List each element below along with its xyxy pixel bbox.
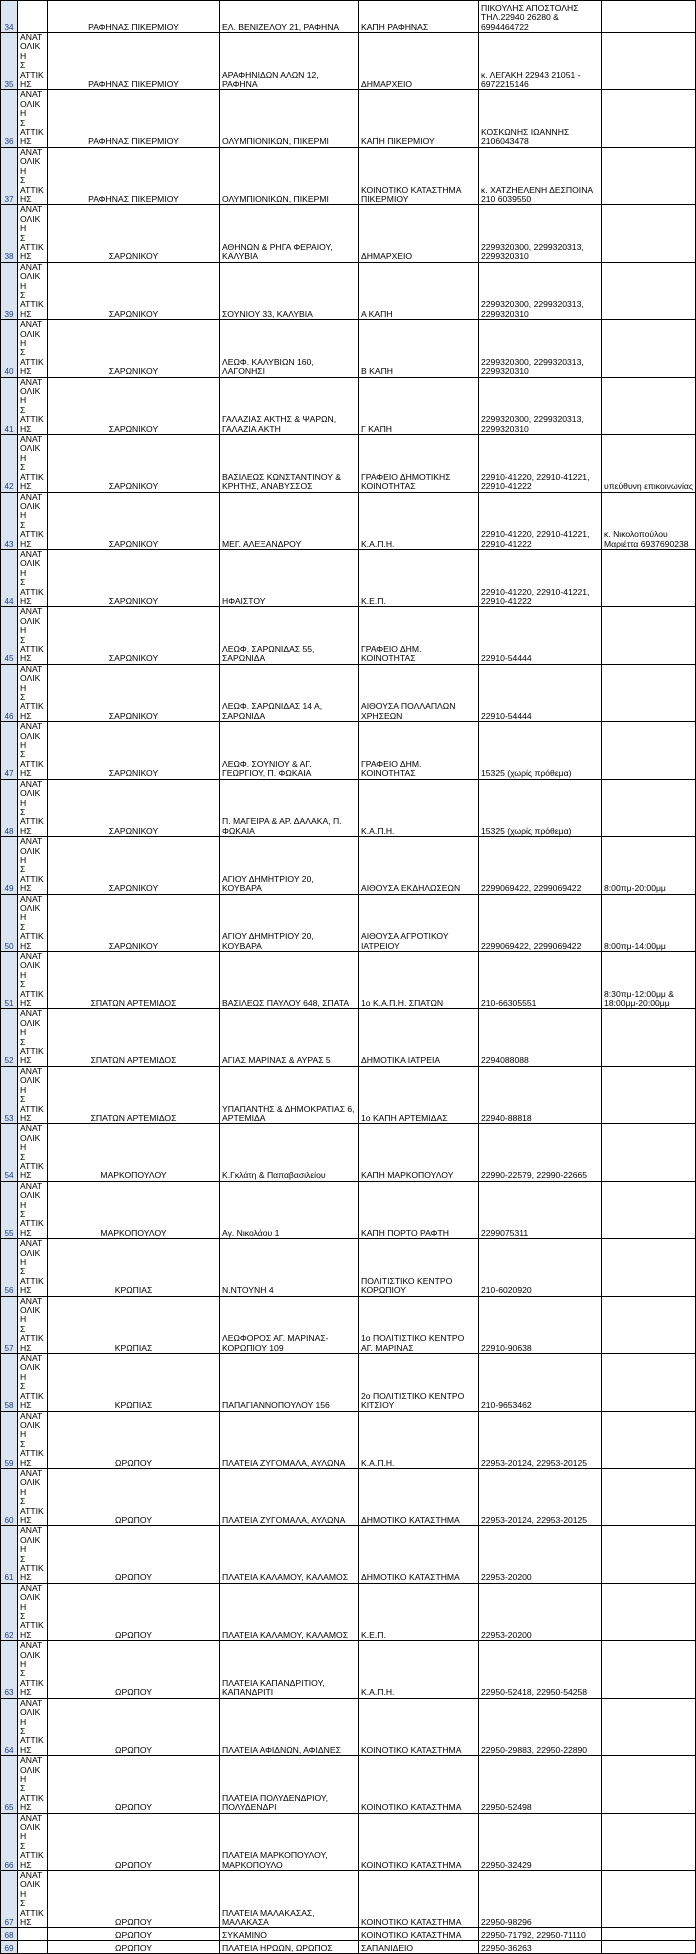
row-number[interactable]: 38: [1, 205, 18, 262]
notes-cell[interactable]: [602, 1066, 696, 1123]
municipality-cell[interactable]: ΚΡΩΠΙΑΣ: [48, 1354, 220, 1411]
notes-cell[interactable]: [602, 1526, 696, 1583]
notes-cell[interactable]: [602, 1928, 696, 1941]
municipality-cell[interactable]: ΣΑΡΩΝΙΚΟΥ: [48, 664, 220, 721]
table-row: [1, 1354, 696, 1411]
row-number[interactable]: 46: [1, 664, 18, 721]
table-row: [1, 320, 696, 377]
table-row: [1, 377, 696, 434]
notes-cell[interactable]: [602, 1009, 696, 1066]
notes-cell[interactable]: 8:00πμ-20:00μμ: [602, 837, 696, 894]
notes-cell[interactable]: 8:30πμ-12:00μμ & 18:00μμ-20:00μμ: [602, 952, 696, 1009]
municipality-cell[interactable]: ΣΑΡΩΝΙΚΟΥ: [48, 435, 220, 492]
municipality-cell[interactable]: ΣΑΡΩΝΙΚΟΥ: [48, 607, 220, 664]
row-number[interactable]: 55: [1, 1181, 18, 1238]
contact-cell[interactable]: 15325 (χωρίς πρόθεμα): [479, 722, 602, 779]
region-cell[interactable]: ΑΝΑΤΟΛΙΚΗ Σ ΑΤΤΙΚΗΣ: [18, 262, 48, 319]
row-number[interactable]: 37: [1, 147, 18, 204]
row-number[interactable]: 68: [1, 1928, 18, 1941]
venue-cell[interactable]: ΚΑΠΗ ΠΟΡΤΟ ΡΑΦΤΗ: [359, 1181, 479, 1238]
municipality-cell[interactable]: ΣΑΡΩΝΙΚΟΥ: [48, 320, 220, 377]
region-cell[interactable]: ΑΝΑΤΟΛΙΚΗ Σ ΑΤΤΙΚΗΣ: [18, 435, 48, 492]
address-cell[interactable]: ΗΦΑΙΣΤΟΥ: [220, 549, 359, 606]
notes-cell[interactable]: [602, 1813, 696, 1870]
row-number[interactable]: 40: [1, 320, 18, 377]
contact-cell[interactable]: 22953-20124, 22953-20125: [479, 1411, 602, 1468]
row-number[interactable]: 54: [1, 1124, 18, 1181]
address-cell[interactable]: ΒΑΣΙΛΕΩΣ ΚΩΝΣΤΑΝΤΙΝΟΥ & ΚΡΗΤΗΣ, ΑΝΑΒΥΣΣΟΣ: [220, 435, 359, 492]
municipality-cell[interactable]: ΣΑΡΩΝΙΚΟΥ: [48, 549, 220, 606]
table-row: [1, 1698, 696, 1755]
table-row: [1, 1124, 696, 1181]
contact-cell[interactable]: ΠΙΚΟΥΛΗΣ ΑΠΟΣΤΟΛΗΣ ΤΗΛ.22940 26280 & 6994464722: [479, 1, 602, 33]
address-cell[interactable]: ΒΑΣΙΛΕΩΣ ΠΑΥΛΟΥ 648, ΣΠΑΤΑ: [220, 952, 359, 1009]
municipality-cell[interactable]: ΣΠΑΤΩΝ ΑΡΤΕΜΙΔΟΣ: [48, 1066, 220, 1123]
region-cell[interactable]: ΑΝΑΤΟΛΙΚΗ Σ ΑΤΤΙΚΗΣ: [18, 1354, 48, 1411]
region-cell[interactable]: ΑΝΑΤΟΛΙΚΗ Σ ΑΤΤΙΚΗΣ: [18, 1871, 48, 1928]
notes-cell[interactable]: [602, 1698, 696, 1755]
address-cell[interactable]: ΠΛΑΤΕΙΑ ΖΥΓΟΜΑΛΑ, ΑΥΛΩΝΑ: [220, 1411, 359, 1468]
notes-cell[interactable]: [602, 607, 696, 664]
table-row: [1, 952, 696, 1009]
municipality-cell[interactable]: ΩΡΩΠΟΥ: [48, 1698, 220, 1755]
table-row: [1, 1756, 696, 1813]
notes-cell[interactable]: [602, 1583, 696, 1640]
municipality-cell[interactable]: ΡΑΦΗΝΑΣ ΠΙΚΕΡΜΙΟΥ: [48, 147, 220, 204]
row-number[interactable]: 57: [1, 1296, 18, 1353]
municipality-cell[interactable]: ΩΡΩΠΟΥ: [48, 1871, 220, 1928]
municipality-cell[interactable]: ΣΑΡΩΝΙΚΟΥ: [48, 262, 220, 319]
address-cell[interactable]: ΠΛΑΤΕΙΑ ΗΡΩΩΝ, ΩΡΩΠΟΣ: [220, 1941, 359, 1954]
address-cell[interactable]: ΑΓΙΟΥ ΔΗΜΗΤΡΙΟΥ 20, ΚΟΥΒΑΡΑ: [220, 894, 359, 951]
table-row: [1, 90, 696, 147]
region-cell[interactable]: ΑΝΑΤΟΛΙΚΗ Σ ΑΤΤΙΚΗΣ: [18, 205, 48, 262]
contact-cell[interactable]: 22953-20200: [479, 1583, 602, 1640]
address-cell[interactable]: ΟΛΥΜΠΙΟΝΙΚΩΝ, ΠΙΚΕΡΜΙ: [220, 90, 359, 147]
row-number[interactable]: 41: [1, 377, 18, 434]
address-cell[interactable]: ΛΕΩΦΟΡΟΣ ΑΓ. ΜΑΡΙΝΑΣ-ΚΟΡΩΠΙΟΥ 109: [220, 1296, 359, 1353]
row-number[interactable]: 52: [1, 1009, 18, 1066]
table-row: [1, 1009, 696, 1066]
contact-cell[interactable]: 22910-41220, 22910-41221, 22910-41222: [479, 549, 602, 606]
address-cell[interactable]: ΛΕΩΦ. ΚΑΛΥΒΙΩΝ 160, ΛΑΓΟΝΗΣΙ: [220, 320, 359, 377]
contact-cell[interactable]: 2299320300, 2299320313, 2299320310: [479, 320, 602, 377]
contact-cell[interactable]: 2299320300, 2299320313, 2299320310: [479, 262, 602, 319]
table-row: [1, 1468, 696, 1525]
venue-cell[interactable]: Κ.Α.Π.Η.: [359, 1411, 479, 1468]
region-cell[interactable]: ΑΝΑΤΟΛΙΚΗ Σ ΑΤΤΙΚΗΣ: [18, 722, 48, 779]
address-cell[interactable]: Κ.Γκλάτη & Παπαβασιλείου: [220, 1124, 359, 1181]
notes-cell[interactable]: [602, 1239, 696, 1296]
region-cell[interactable]: ΑΝΑΤΟΛΙΚΗ Σ ΑΤΤΙΚΗΣ: [18, 549, 48, 606]
region-cell[interactable]: ΑΝΑΤΟΛΙΚΗ Σ ΑΤΤΙΚΗΣ: [18, 33, 48, 90]
contact-cell[interactable]: κ. ΛΕΓΑΚΗ 22943 21051 - 6972215146: [479, 33, 602, 90]
table-row: [1, 33, 696, 90]
contact-cell[interactable]: 22950-52418, 22950-54258: [479, 1641, 602, 1698]
address-cell[interactable]: ΛΕΩΦ. ΣΑΡΩΝΙΔΑΣ 14 Α, ΣΑΡΩΝΙΔΑ: [220, 664, 359, 721]
table-row: [1, 894, 696, 951]
row-number[interactable]: 35: [1, 33, 18, 90]
venue-cell[interactable]: 1ο ΚΑΠΗ ΑΡΤΕΜΙΔΑΣ: [359, 1066, 479, 1123]
region-cell[interactable]: ΑΝΑΤΟΛΙΚΗ Σ ΑΤΤΙΚΗΣ: [18, 837, 48, 894]
contact-cell[interactable]: 2299320300, 2299320313, 2299320310: [479, 205, 602, 262]
notes-cell[interactable]: [602, 1941, 696, 1954]
municipality-cell[interactable]: ΡΑΦΗΝΑΣ ΠΙΚΕΡΜΙΟΥ: [48, 33, 220, 90]
municipality-cell[interactable]: ΩΡΩΠΟΥ: [48, 1468, 220, 1525]
municipality-cell[interactable]: ΣΑΡΩΝΙΚΟΥ: [48, 722, 220, 779]
address-cell[interactable]: ΠΛΑΤΕΙΑ ΜΑΡΚΟΠΟΥΛΟΥ, ΜΑΡΚΟΠΟΥΛΟ: [220, 1813, 359, 1870]
municipality-cell[interactable]: ΜΑΡΚΟΠΟΥΛΟΥ: [48, 1124, 220, 1181]
municipality-cell[interactable]: ΚΡΩΠΙΑΣ: [48, 1239, 220, 1296]
table-row: [1, 837, 696, 894]
notes-cell[interactable]: [602, 320, 696, 377]
region-cell[interactable]: ΑΝΑΤΟΛΙΚΗ Σ ΑΤΤΙΚΗΣ: [18, 377, 48, 434]
region-cell[interactable]: [18, 1941, 48, 1954]
venue-cell[interactable]: ΚΑΠΗ ΜΑΡΚΟΠΟΥΛΟΥ: [359, 1124, 479, 1181]
contact-cell[interactable]: 210-66305551: [479, 952, 602, 1009]
region-cell[interactable]: ΑΝΑΤΟΛΙΚΗ Σ ΑΤΤΙΚΗΣ: [18, 607, 48, 664]
table-row: [1, 1941, 696, 1954]
address-cell[interactable]: ΠΛΑΤΕΙΑ ΚΑΛΑΜΟΥ, ΚΑΛΑΜΟΣ: [220, 1526, 359, 1583]
contact-cell[interactable]: 22950-32429: [479, 1813, 602, 1870]
contact-cell[interactable]: 210-6020920: [479, 1239, 602, 1296]
table-row: [1, 1066, 696, 1123]
row-number[interactable]: 47: [1, 722, 18, 779]
row-number[interactable]: 59: [1, 1411, 18, 1468]
municipality-cell[interactable]: ΡΑΦΗΝΑΣ ΠΙΚΕΡΜΙΟΥ: [48, 90, 220, 147]
contact-cell[interactable]: 22950-98296: [479, 1871, 602, 1928]
municipality-cell[interactable]: ΣΑΡΩΝΙΚΟΥ: [48, 205, 220, 262]
table-row: [1, 1641, 696, 1698]
notes-cell[interactable]: υπεύθυνη επικοινωνίας: [602, 435, 696, 492]
row-number[interactable]: 66: [1, 1813, 18, 1870]
table-row: [1, 147, 696, 204]
table-row: [1, 1813, 696, 1870]
address-cell[interactable]: ΑΡΑΦΗΝΙΔΩΝ ΑΛΩΝ 12, ΡΑΦΗΝΑ: [220, 33, 359, 90]
row-number[interactable]: 53: [1, 1066, 18, 1123]
venue-cell[interactable]: ΓΡΑΦΕΙΟ ΔΗΜ. ΚΟΙΝΟΤΗΤΑΣ: [359, 722, 479, 779]
table-row: [1, 1296, 696, 1353]
region-cell[interactable]: ΑΝΑΤΟΛΙΚΗ Σ ΑΤΤΙΚΗΣ: [18, 492, 48, 549]
notes-cell[interactable]: [602, 377, 696, 434]
municipality-cell[interactable]: ΡΑΦΗΝΑΣ ΠΙΚΕΡΜΙΟΥ: [48, 1, 220, 33]
contact-cell[interactable]: 2294088088: [479, 1009, 602, 1066]
municipality-cell[interactable]: ΣΑΡΩΝΙΚΟΥ: [48, 492, 220, 549]
row-number[interactable]: 63: [1, 1641, 18, 1698]
municipality-cell[interactable]: ΣΑΡΩΝΙΚΟΥ: [48, 894, 220, 951]
table-row: [1, 607, 696, 664]
row-number[interactable]: 51: [1, 952, 18, 1009]
address-cell[interactable]: ΛΕΩΦ. ΣΟΥΝΙΟΥ & ΑΓ. ΓΕΩΡΓΙΟΥ, Π. ΦΩΚΑΙΑ: [220, 722, 359, 779]
venue-cell[interactable]: ΚΟΙΝΟΤΙΚΟ ΚΑΤΑΣΤΗΜΑ: [359, 1928, 479, 1941]
region-cell[interactable]: [18, 1928, 48, 1941]
municipality-cell[interactable]: ΩΡΩΠΟΥ: [48, 1526, 220, 1583]
region-cell[interactable]: ΑΝΑΤΟΛΙΚΗ Σ ΑΤΤΙΚΗΣ: [18, 779, 48, 836]
contact-cell[interactable]: 22910-54444: [479, 664, 602, 721]
contact-cell[interactable]: 22990-22579, 22990-22665: [479, 1124, 602, 1181]
venue-cell[interactable]: ΠΟΛΙΤΙΣΤΙΚΟ ΚΕΝΤΡΟ ΚΟΡΩΠΙΟΥ: [359, 1239, 479, 1296]
region-cell[interactable]: ΑΝΑΤΟΛΙΚΗ Σ ΑΤΤΙΚΗΣ: [18, 952, 48, 1009]
address-cell[interactable]: ΠΛΑΤΕΙΑ ΠΟΛΥΔΕΝΔΡΙΟΥ, ΠΟΛΥΔΕΝΔΡΙ: [220, 1756, 359, 1813]
address-cell[interactable]: ΑΓΙΟΥ ΔΗΜΗΤΡΙΟΥ 20, ΚΟΥΒΑΡΑ: [220, 837, 359, 894]
venue-cell[interactable]: ΔΗΜΑΡΧΕΙΟ: [359, 33, 479, 90]
address-cell[interactable]: ΛΕΩΦ. ΣΑΡΩΝΙΔΑΣ 55, ΣΑΡΩΝΙΔΑ: [220, 607, 359, 664]
notes-cell[interactable]: [602, 1756, 696, 1813]
address-cell[interactable]: ΑΘΗΝΩΝ & ΡΗΓΑ ΦΕΡΑΙΟΥ, ΚΑΛΥΒΙΑ: [220, 205, 359, 262]
region-cell[interactable]: [18, 1, 48, 33]
table-row: [1, 1871, 696, 1928]
venue-cell[interactable]: ΚΟΙΝΟΤΙΚΟ ΚΑΤΑΣΤΗΜΑ: [359, 1871, 479, 1928]
row-number[interactable]: 69: [1, 1941, 18, 1954]
table-row: [1, 1239, 696, 1296]
region-cell[interactable]: ΑΝΑΤΟΛΙΚΗ Σ ΑΤΤΙΚΗΣ: [18, 1813, 48, 1870]
address-cell[interactable]: ΑΓΙΑΣ ΜΑΡΙΝΑΣ & ΑΥΡΑΣ 5: [220, 1009, 359, 1066]
row-number[interactable]: 34: [1, 1, 18, 33]
notes-cell[interactable]: [602, 1181, 696, 1238]
notes-cell[interactable]: [602, 664, 696, 721]
row-number[interactable]: 50: [1, 894, 18, 951]
region-cell[interactable]: ΑΝΑΤΟΛΙΚΗ Σ ΑΤΤΙΚΗΣ: [18, 90, 48, 147]
venue-cell[interactable]: Γ ΚΑΠΗ: [359, 377, 479, 434]
notes-cell[interactable]: [602, 1871, 696, 1928]
row-number[interactable]: 39: [1, 262, 18, 319]
region-cell[interactable]: ΑΝΑΤΟΛΙΚΗ Σ ΑΤΤΙΚΗΣ: [18, 1756, 48, 1813]
region-cell[interactable]: ΑΝΑΤΟΛΙΚΗ Σ ΑΤΤΙΚΗΣ: [18, 1181, 48, 1238]
address-cell[interactable]: ΠΛΑΤΕΙΑ ΑΦΙΔΝΩΝ, ΑΦΙΔΝΕΣ: [220, 1698, 359, 1755]
contact-cell[interactable]: 15325 (χωρίς πρόθεμα): [479, 779, 602, 836]
region-cell[interactable]: ΑΝΑΤΟΛΙΚΗ Σ ΑΤΤΙΚΗΣ: [18, 1526, 48, 1583]
address-cell[interactable]: ΜΕΓ. ΑΛΕΞΑΝΔΡΟΥ: [220, 492, 359, 549]
table-row: [1, 1181, 696, 1238]
municipality-cell[interactable]: ΣΠΑΤΩΝ ΑΡΤΕΜΙΔΟΣ: [48, 1009, 220, 1066]
venue-cell[interactable]: ΔΗΜΟΤΙΚΑ ΙΑΤΡΕΙΑ: [359, 1009, 479, 1066]
address-cell[interactable]: ΠΛΑΤΕΙΑ ΚΑΛΑΜΟΥ, ΚΑΛΑΜΟΣ: [220, 1583, 359, 1640]
row-number[interactable]: 44: [1, 549, 18, 606]
venue-cell[interactable]: ΑΙΘΟΥΣΑ ΕΚΔΗΛΩΣΕΩΝ: [359, 837, 479, 894]
venue-cell[interactable]: Κ.Α.Π.Η.: [359, 779, 479, 836]
table-row: [1, 1583, 696, 1640]
notes-cell[interactable]: [602, 1124, 696, 1181]
row-number[interactable]: 36: [1, 90, 18, 147]
contact-cell[interactable]: 22950-36263: [479, 1941, 602, 1954]
venue-cell[interactable]: ΑΙΘΟΥΣΑ ΑΓΡΟΤΙΚΟΥ ΙΑΤΡΕΙΟΥ: [359, 894, 479, 951]
venue-cell[interactable]: Κ.Α.Π.Η.: [359, 492, 479, 549]
row-number[interactable]: 62: [1, 1583, 18, 1640]
venue-cell[interactable]: ΔΗΜΟΤΙΚΟ ΚΑΤΑΣΤΗΜΑ: [359, 1468, 479, 1525]
venue-cell[interactable]: ΓΡΑΦΕΙΟ ΔΗΜΟΤΙΚΗΣ ΚΟΙΝΟΤΗΤΑΣ: [359, 435, 479, 492]
venue-cell[interactable]: Κ.Ε.Π.: [359, 1583, 479, 1640]
row-number[interactable]: 58: [1, 1354, 18, 1411]
address-cell[interactable]: Ν.ΝΤΟΥΝΗ 4: [220, 1239, 359, 1296]
address-cell[interactable]: ΟΛΥΜΠΙΟΝΙΚΩΝ, ΠΙΚΕΡΜΙ: [220, 147, 359, 204]
table-row: [1, 1411, 696, 1468]
venue-cell[interactable]: ΓΡΑΦΕΙΟ ΔΗΜ. ΚΟΙΝΟΤΗΤΑΣ: [359, 607, 479, 664]
municipality-cell[interactable]: ΩΡΩΠΟΥ: [48, 1928, 220, 1941]
contact-cell[interactable]: 22910-90638: [479, 1296, 602, 1353]
table-row: [1, 779, 696, 836]
address-cell[interactable]: ΠΛΑΤΕΙΑ ΚΑΠΑΝΔΡΙΤΙΟΥ, ΚΑΠΑΝΔΡΙΤΙ: [220, 1641, 359, 1698]
contact-cell[interactable]: 22953-20200: [479, 1526, 602, 1583]
contact-cell[interactable]: 210-9653462: [479, 1354, 602, 1411]
venue-cell[interactable]: ΣΑΠΑΝΙΔΕΙΟ: [359, 1941, 479, 1954]
table-row: [1, 1928, 696, 1941]
notes-cell[interactable]: [602, 262, 696, 319]
notes-cell[interactable]: 8:00πμ-14:00μμ: [602, 894, 696, 951]
address-cell[interactable]: ΓΑΛΑΖΙΑΣ ΑΚΤΗΣ & ΨΑΡΩΝ, ΓΑΛΑΖΙΑ ΑΚΤΗ: [220, 377, 359, 434]
address-cell[interactable]: Π. ΜΑΓΕΙΡΑ & ΑΡ. ΔΑΛΑΚΑ, Π. ΦΩΚΑΙΑ: [220, 779, 359, 836]
row-number[interactable]: 48: [1, 779, 18, 836]
contact-cell[interactable]: 22940-88818: [479, 1066, 602, 1123]
venue-cell[interactable]: ΚΟΙΝΟΤΙΚΟ ΚΑΤΑΣΤΗΜΑ: [359, 1756, 479, 1813]
row-number[interactable]: 61: [1, 1526, 18, 1583]
notes-cell[interactable]: [602, 90, 696, 147]
table-row: [1, 1526, 696, 1583]
notes-cell[interactable]: [602, 33, 696, 90]
region-cell[interactable]: ΑΝΑΤΟΛΙΚΗ Σ ΑΤΤΙΚΗΣ: [18, 1411, 48, 1468]
notes-cell[interactable]: [602, 779, 696, 836]
venue-cell[interactable]: ΚΟΙΝΟΤΙΚΟ ΚΑΤΑΣΤΗΜΑ: [359, 1698, 479, 1755]
row-number[interactable]: 45: [1, 607, 18, 664]
row-number[interactable]: 49: [1, 837, 18, 894]
table-body: [1, 1, 696, 1954]
contact-cell[interactable]: 22910-54444: [479, 607, 602, 664]
venue-cell[interactable]: Β ΚΑΠΗ: [359, 320, 479, 377]
contact-cell[interactable]: 2299069422, 2299069422: [479, 837, 602, 894]
municipality-cell[interactable]: ΩΡΩΠΟΥ: [48, 1641, 220, 1698]
row-number[interactable]: 67: [1, 1871, 18, 1928]
table-row: [1, 205, 696, 262]
contact-cell[interactable]: 22950-71792, 22950-71110: [479, 1928, 602, 1941]
region-cell[interactable]: ΑΝΑΤΟΛΙΚΗ Σ ΑΤΤΙΚΗΣ: [18, 1239, 48, 1296]
region-cell[interactable]: ΑΝΑΤΟΛΙΚΗ Σ ΑΤΤΙΚΗΣ: [18, 664, 48, 721]
contact-cell[interactable]: 22950-29883, 22950-22890: [479, 1698, 602, 1755]
table-row: [1, 664, 696, 721]
venue-cell[interactable]: 1ο ΠΟΛΙΤΙΣΤΙΚΟ ΚΕΝΤΡΟ ΑΓ. ΜΑΡΙΝΑΣ: [359, 1296, 479, 1353]
municipality-cell[interactable]: ΣΑΡΩΝΙΚΟΥ: [48, 377, 220, 434]
venue-cell[interactable]: ΚΑΠΗ ΡΑΦΗΝΑΣ: [359, 1, 479, 33]
table-row: [1, 1, 696, 33]
address-cell[interactable]: ΕΛ. ΒΕΝΙΖΕΛΟΥ 21, ΡΑΦΗΝΑ: [220, 1, 359, 33]
municipality-cell[interactable]: ΩΡΩΠΟΥ: [48, 1813, 220, 1870]
address-cell[interactable]: ΠΑΠΑΓΙΑΝΝΟΠΟΥΛΟΥ 156: [220, 1354, 359, 1411]
notes-cell[interactable]: [602, 1354, 696, 1411]
municipality-cell[interactable]: ΩΡΩΠΟΥ: [48, 1411, 220, 1468]
contact-cell[interactable]: 22953-20124, 22953-20125: [479, 1468, 602, 1525]
municipality-cell[interactable]: ΩΡΩΠΟΥ: [48, 1941, 220, 1954]
municipality-cell[interactable]: ΚΡΩΠΙΑΣ: [48, 1296, 220, 1353]
contact-cell[interactable]: 2299075311: [479, 1181, 602, 1238]
municipality-cell[interactable]: ΣΠΑΤΩΝ ΑΡΤΕΜΙΔΟΣ: [48, 952, 220, 1009]
region-cell[interactable]: ΑΝΑΤΟΛΙΚΗ Σ ΑΤΤΙΚΗΣ: [18, 1641, 48, 1698]
address-cell[interactable]: ΣΟΥΝΙΟΥ 33, ΚΑΛΥΒΙΑ: [220, 262, 359, 319]
venue-cell[interactable]: Α ΚΑΠΗ: [359, 262, 479, 319]
municipality-cell[interactable]: ΩΡΩΠΟΥ: [48, 1583, 220, 1640]
row-number[interactable]: 64: [1, 1698, 18, 1755]
venue-cell[interactable]: ΔΗΜΑΡΧΕΙΟ: [359, 205, 479, 262]
notes-cell[interactable]: [602, 1641, 696, 1698]
contact-cell[interactable]: 22950-52498: [479, 1756, 602, 1813]
municipality-cell[interactable]: ΣΑΡΩΝΙΚΟΥ: [48, 837, 220, 894]
region-cell[interactable]: ΑΝΑΤΟΛΙΚΗ Σ ΑΤΤΙΚΗΣ: [18, 147, 48, 204]
row-number[interactable]: 56: [1, 1239, 18, 1296]
municipality-cell[interactable]: ΩΡΩΠΟΥ: [48, 1756, 220, 1813]
region-cell[interactable]: ΑΝΑΤΟΛΙΚΗ Σ ΑΤΤΙΚΗΣ: [18, 1124, 48, 1181]
table-row: [1, 492, 696, 549]
venue-cell[interactable]: Κ.Ε.Π.: [359, 549, 479, 606]
table-row: [1, 549, 696, 606]
venue-cell[interactable]: ΚΑΠΗ ΠΙΚΕΡΜΙΟΥ: [359, 90, 479, 147]
region-cell[interactable]: ΑΝΑΤΟΛΙΚΗ Σ ΑΤΤΙΚΗΣ: [18, 1583, 48, 1640]
municipality-cell[interactable]: ΜΑΡΚΟΠΟΥΛΟΥ: [48, 1181, 220, 1238]
address-cell[interactable]: Αγ. Νικολάου 1: [220, 1181, 359, 1238]
notes-cell[interactable]: [602, 147, 696, 204]
region-cell[interactable]: ΑΝΑΤΟΛΙΚΗ Σ ΑΤΤΙΚΗΣ: [18, 1468, 48, 1525]
table-row: [1, 262, 696, 319]
venue-cell[interactable]: ΔΗΜΟΤΙΚΟ ΚΑΤΑΣΤΗΜΑ: [359, 1526, 479, 1583]
venue-cell[interactable]: ΚΟΙΝΟΤΙΚΟ ΚΑΤΑΣΤΗΜΑ ΠΙΚΕΡΜΙΟΥ: [359, 147, 479, 204]
notes-cell[interactable]: [602, 1296, 696, 1353]
address-cell[interactable]: ΥΠΑΠΑΝΤΗΣ & ΔΗΜΟΚΡΑΤΙΑΣ 6, ΑΡΤΕΜΙΔΑ: [220, 1066, 359, 1123]
row-number[interactable]: 60: [1, 1468, 18, 1525]
table-row: [1, 722, 696, 779]
venue-cell[interactable]: ΚΟΙΝΟΤΙΚΟ ΚΑΤΑΣΤΗΜΑ: [359, 1813, 479, 1870]
region-cell[interactable]: ΑΝΑΤΟΛΙΚΗ Σ ΑΤΤΙΚΗΣ: [18, 894, 48, 951]
venue-cell[interactable]: 1ο Κ.Α.Π.Η. ΣΠΑΤΩΝ: [359, 952, 479, 1009]
region-cell[interactable]: ΑΝΑΤΟΛΙΚΗ Σ ΑΤΤΙΚΗΣ: [18, 1009, 48, 1066]
row-number[interactable]: 65: [1, 1756, 18, 1813]
address-cell[interactable]: ΣΥΚΑΜΙΝΟ: [220, 1928, 359, 1941]
row-number[interactable]: 42: [1, 435, 18, 492]
contact-cell[interactable]: 2299069422, 2299069422: [479, 894, 602, 951]
region-cell[interactable]: ΑΝΑΤΟΛΙΚΗ Σ ΑΤΤΙΚΗΣ: [18, 1066, 48, 1123]
contact-cell[interactable]: 22910-41220, 22910-41221, 22910-41222: [479, 435, 602, 492]
notes-cell[interactable]: [602, 722, 696, 779]
notes-cell[interactable]: [602, 549, 696, 606]
region-cell[interactable]: ΑΝΑΤΟΛΙΚΗ Σ ΑΤΤΙΚΗΣ: [18, 1296, 48, 1353]
notes-cell[interactable]: [602, 1468, 696, 1525]
address-cell[interactable]: ΠΛΑΤΕΙΑ ΖΥΓΟΜΑΛΑ, ΑΥΛΩΝΑ: [220, 1468, 359, 1525]
notes-cell[interactable]: [602, 1411, 696, 1468]
notes-cell[interactable]: [602, 1, 696, 33]
table-row: [1, 435, 696, 492]
region-cell[interactable]: ΑΝΑΤΟΛΙΚΗ Σ ΑΤΤΙΚΗΣ: [18, 1698, 48, 1755]
contact-cell[interactable]: 2299320300, 2299320313, 2299320310: [479, 377, 602, 434]
notes-cell[interactable]: [602, 205, 696, 262]
venue-cell[interactable]: 2ο ΠΟΛΙΤΙΣΤΙΚΟ ΚΕΝΤΡΟ ΚΙΤΣΙΟΥ: [359, 1354, 479, 1411]
municipality-cell[interactable]: ΣΑΡΩΝΙΚΟΥ: [48, 779, 220, 836]
contact-cell[interactable]: κ. ΧΑΤΖΗΕΛΕΝΗ ΔΕΣΠΟΙΝΑ 210 6039550: [479, 147, 602, 204]
region-cell[interactable]: ΑΝΑΤΟΛΙΚΗ Σ ΑΤΤΙΚΗΣ: [18, 320, 48, 377]
row-number[interactable]: 43: [1, 492, 18, 549]
venue-cell[interactable]: Κ.Α.Π.Η.: [359, 1641, 479, 1698]
notes-cell[interactable]: κ. Νικολοπούλου Μαριέττα 6937690238: [602, 492, 696, 549]
venue-cell[interactable]: ΑΙΘΟΥΣΑ ΠΟΛΛΑΠΛΩΝ ΧΡΗΣΕΩΝ: [359, 664, 479, 721]
contact-cell[interactable]: 22910-41220, 22910-41221, 22910-41222: [479, 492, 602, 549]
contact-cell[interactable]: ΚΟΣΚΩΝΗΣ ΙΩΑΝΝΗΣ 2106043478: [479, 90, 602, 147]
address-cell[interactable]: ΠΛΑΤΕΙΑ ΜΑΛΑΚΑΣΑΣ, ΜΑΛΑΚΑΣΑ: [220, 1871, 359, 1928]
